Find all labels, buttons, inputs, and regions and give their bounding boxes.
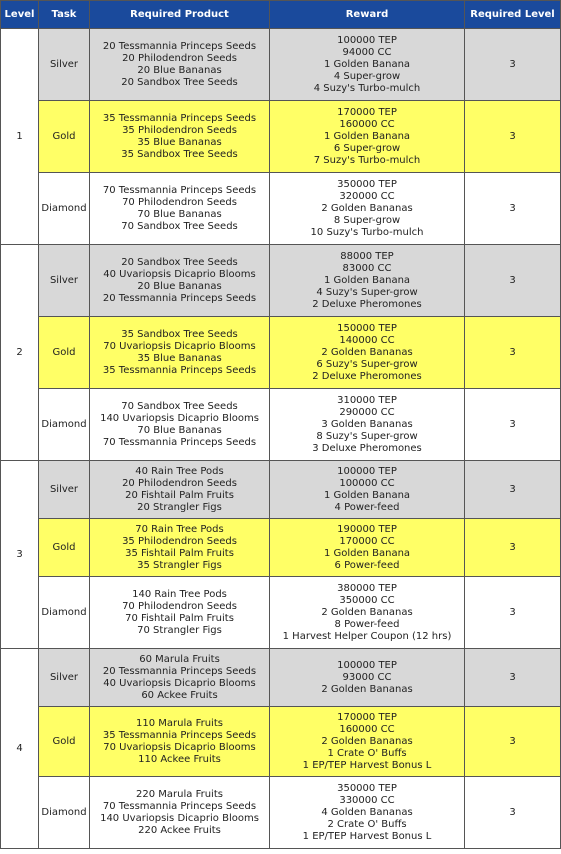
- level-cell: 1: [1, 29, 39, 245]
- product-line: 70 Blue Bananas: [137, 208, 222, 220]
- product-line: 70 Uvariopsis Dicaprio Blooms: [103, 340, 256, 352]
- required-product-cell: [90, 461, 270, 519]
- header-required-product: Required Product: [90, 1, 270, 29]
- reward-line: 94000 CC: [342, 46, 392, 58]
- reward-line: 2 Golden Bananas: [321, 346, 413, 358]
- task-cell: Diamond: [39, 777, 90, 849]
- product-line: 20 Sandbox Tree Seeds: [121, 76, 238, 88]
- product-line: 20 Strangler Figs: [137, 501, 222, 513]
- required-product-cell: [90, 245, 270, 317]
- reward-cell: [270, 29, 465, 101]
- task-cell: Silver: [39, 29, 90, 101]
- product-line: 35 Fishtail Palm Fruits: [125, 547, 234, 559]
- product-line: 20 Philodendron Seeds: [122, 52, 237, 64]
- task-cell: Gold: [39, 707, 90, 777]
- reward-cell: [270, 577, 465, 649]
- reward-line: 4 Suzy's Super-grow: [316, 286, 418, 298]
- table-body: [1, 29, 561, 849]
- required-level-cell: 3: [465, 519, 561, 577]
- product-line: 70 Uvariopsis Dicaprio Blooms: [103, 741, 256, 753]
- reward-line: 350000 CC: [339, 594, 395, 606]
- reward-line: 100000 TEP: [337, 465, 397, 477]
- product-line: 70 Fishtail Palm Fruits: [125, 612, 234, 624]
- task-cell: Silver: [39, 649, 90, 707]
- reward-cell: [270, 173, 465, 245]
- product-line: 35 Tessmannia Princeps Seeds: [102, 112, 257, 124]
- reward-line: 170000 TEP: [337, 711, 397, 723]
- reward-line: 4 Super-grow: [333, 70, 401, 82]
- reward-line: 160000 CC: [339, 723, 395, 735]
- table-row: [1, 389, 561, 461]
- product-line: 20 Blue Bananas: [137, 280, 222, 292]
- required-product-cell: [90, 707, 270, 777]
- product-line: 20 Sandbox Tree Seeds: [121, 256, 238, 268]
- level-cell: 4: [1, 649, 39, 849]
- product-line: 35 Sandbox Tree Seeds: [121, 328, 238, 340]
- reward-line: 330000 CC: [339, 794, 395, 806]
- product-line: 220 Marula Fruits: [136, 788, 223, 800]
- product-line: 60 Ackee Fruits: [141, 689, 218, 701]
- header-level: Level: [1, 1, 39, 29]
- reward-line: 2 Golden Bananas: [321, 735, 413, 747]
- product-line: 70 Tessmannia Princeps Seeds: [102, 800, 257, 812]
- required-product-cell: [90, 519, 270, 577]
- table-row: [1, 777, 561, 849]
- required-level-cell: 3: [465, 649, 561, 707]
- reward-cell: [270, 649, 465, 707]
- required-level-cell: 3: [465, 317, 561, 389]
- reward-line: 3 Golden Bananas: [321, 418, 413, 430]
- product-line: 140 Rain Tree Pods: [132, 588, 227, 600]
- reward-line: 290000 CC: [339, 406, 395, 418]
- task-cell: Silver: [39, 461, 90, 519]
- product-line: 20 Philodendron Seeds: [122, 477, 237, 489]
- required-product-cell: [90, 29, 270, 101]
- product-line: 20 Tessmannia Princeps Seeds: [102, 292, 257, 304]
- reward-line: 4 Suzy's Turbo-mulch: [313, 82, 421, 94]
- task-cell: Diamond: [39, 173, 90, 245]
- reward-line: 1 EP/TEP Harvest Bonus L: [302, 759, 432, 771]
- required-level-cell: 3: [465, 777, 561, 849]
- task-cell: Diamond: [39, 577, 90, 649]
- reward-line: 6 Super-grow: [333, 142, 401, 154]
- reward-cell: [270, 317, 465, 389]
- reward-line: 93000 CC: [342, 671, 392, 683]
- reward-line: 140000 CC: [339, 334, 395, 346]
- required-level-cell: 3: [465, 707, 561, 777]
- table-row: [1, 461, 561, 519]
- product-line: 70 Sandbox Tree Seeds: [121, 400, 238, 412]
- level-cell: 3: [1, 461, 39, 649]
- task-cell: Gold: [39, 317, 90, 389]
- product-line: 70 Philodendron Seeds: [122, 600, 237, 612]
- product-line: 140 Uvariopsis Dicaprio Blooms: [100, 412, 259, 424]
- reward-cell: [270, 101, 465, 173]
- product-line: 35 Sandbox Tree Seeds: [121, 148, 238, 160]
- product-line: 140 Uvariopsis Dicaprio Blooms: [100, 812, 259, 824]
- reward-line: 160000 CC: [339, 118, 395, 130]
- reward-cell: [270, 777, 465, 849]
- reward-line: 1 Golden Banana: [323, 489, 411, 501]
- required-level-cell: 3: [465, 389, 561, 461]
- reward-line: 2 Deluxe Pheromones: [312, 370, 422, 382]
- reward-line: 2 Deluxe Pheromones: [312, 298, 422, 310]
- reward-line: 2 Golden Bananas: [321, 683, 413, 695]
- reward-line: 88000 TEP: [340, 250, 394, 262]
- required-level-cell: 3: [465, 461, 561, 519]
- product-line: 40 Uvariopsis Dicaprio Blooms: [103, 677, 256, 689]
- product-line: 35 Philodendron Seeds: [122, 124, 237, 136]
- required-level-cell: 3: [465, 245, 561, 317]
- reward-line: 7 Suzy's Turbo-mulch: [313, 154, 421, 166]
- product-line: 70 Tessmannia Princeps Seeds: [102, 436, 257, 448]
- required-level-cell: 3: [465, 29, 561, 101]
- reward-line: 170000 TEP: [337, 106, 397, 118]
- reward-line: 4 Golden Bananas: [321, 806, 413, 818]
- reward-cell: [270, 245, 465, 317]
- reward-line: 100000 TEP: [337, 659, 397, 671]
- reward-line: 190000 TEP: [337, 523, 397, 535]
- required-level-cell: 3: [465, 173, 561, 245]
- product-line: 20 Tessmannia Princeps Seeds: [102, 665, 257, 677]
- reward-line: 100000 TEP: [337, 34, 397, 46]
- task-cell: Diamond: [39, 389, 90, 461]
- product-line: 40 Uvariopsis Dicaprio Blooms: [103, 268, 256, 280]
- product-line: 60 Marula Fruits: [139, 653, 220, 665]
- header-required-level: Required Level: [465, 1, 561, 29]
- reward-line: 1 EP/TEP Harvest Bonus L: [302, 830, 432, 842]
- level-cell: 2: [1, 245, 39, 461]
- table-row: [1, 649, 561, 707]
- reward-line: 350000 TEP: [337, 178, 397, 190]
- product-line: 70 Philodendron Seeds: [122, 196, 237, 208]
- reward-line: 83000 CC: [342, 262, 392, 274]
- header-task: Task: [39, 1, 90, 29]
- reward-line: 2 Golden Bananas: [321, 606, 413, 618]
- reward-line: 380000 TEP: [337, 582, 397, 594]
- product-line: 35 Philodendron Seeds: [122, 535, 237, 547]
- product-line: 70 Strangler Figs: [137, 624, 222, 636]
- header-reward: Reward: [270, 1, 465, 29]
- reward-line: 1 Golden Banana: [323, 274, 411, 286]
- reward-line: 8 Suzy's Super-grow: [316, 430, 418, 442]
- reward-line: 1 Harvest Helper Coupon (12 hrs): [282, 630, 452, 642]
- product-line: 20 Fishtail Palm Fruits: [125, 489, 234, 501]
- product-line: 35 Tessmannia Princeps Seeds: [102, 364, 257, 376]
- table-row: [1, 29, 561, 101]
- reward-line: 2 Golden Bananas: [321, 202, 413, 214]
- required-level-cell: 3: [465, 577, 561, 649]
- required-product-cell: [90, 101, 270, 173]
- required-product-cell: [90, 317, 270, 389]
- reward-cell: [270, 519, 465, 577]
- product-line: 20 Blue Bananas: [137, 64, 222, 76]
- reward-line: 100000 CC: [339, 477, 395, 489]
- required-product-cell: [90, 649, 270, 707]
- task-cell: Gold: [39, 101, 90, 173]
- table-row: [1, 519, 561, 577]
- reward-line: 320000 CC: [339, 190, 395, 202]
- reward-cell: [270, 389, 465, 461]
- reward-line: 350000 TEP: [337, 782, 397, 794]
- reward-line: 4 Power-feed: [334, 501, 400, 513]
- reward-line: 8 Super-grow: [333, 214, 401, 226]
- product-line: 35 Blue Bananas: [137, 136, 222, 148]
- reward-line: 6 Suzy's Super-grow: [316, 358, 418, 370]
- product-line: 20 Tessmannia Princeps Seeds: [102, 40, 257, 52]
- required-product-cell: [90, 173, 270, 245]
- required-product-cell: [90, 777, 270, 849]
- reward-line: 1 Crate O' Buffs: [327, 747, 407, 759]
- reward-line: 170000 CC: [339, 535, 395, 547]
- reward-line: 310000 TEP: [337, 394, 397, 406]
- reward-line: 2 Crate O' Buffs: [327, 818, 407, 830]
- table-row: [1, 577, 561, 649]
- product-line: 70 Tessmannia Princeps Seeds: [102, 184, 257, 196]
- product-line: 35 Strangler Figs: [137, 559, 222, 571]
- header-row: [1, 1, 561, 29]
- table-row: [1, 245, 561, 317]
- reward-cell: [270, 461, 465, 519]
- task-cell: Silver: [39, 245, 90, 317]
- product-line: 70 Sandbox Tree Seeds: [121, 220, 238, 232]
- reward-line: 1 Golden Banana: [323, 58, 411, 70]
- required-product-cell: [90, 389, 270, 461]
- product-line: 110 Marula Fruits: [136, 717, 223, 729]
- required-level-cell: 3: [465, 101, 561, 173]
- reward-line: 3 Deluxe Pheromones: [312, 442, 422, 454]
- table-row: [1, 317, 561, 389]
- product-line: 70 Blue Bananas: [137, 424, 222, 436]
- product-line: 40 Rain Tree Pods: [135, 465, 224, 477]
- table-row: [1, 707, 561, 777]
- reward-cell: [270, 707, 465, 777]
- product-line: 220 Ackee Fruits: [138, 824, 221, 836]
- product-line: 35 Blue Bananas: [137, 352, 222, 364]
- required-product-cell: [90, 577, 270, 649]
- table-row: [1, 173, 561, 245]
- reward-line: 10 Suzy's Turbo-mulch: [310, 226, 424, 238]
- reward-line: 6 Power-feed: [334, 559, 400, 571]
- table-row: [1, 101, 561, 173]
- product-line: 110 Ackee Fruits: [138, 753, 221, 765]
- product-line: 35 Tessmannia Princeps Seeds: [102, 729, 257, 741]
- reward-line: 1 Golden Banana: [323, 130, 411, 142]
- product-line: 70 Rain Tree Pods: [135, 523, 224, 535]
- reward-line: 1 Golden Banana: [323, 547, 411, 559]
- reward-line: 8 Power-feed: [334, 618, 400, 630]
- task-cell: Gold: [39, 519, 90, 577]
- reward-line: 150000 TEP: [337, 322, 397, 334]
